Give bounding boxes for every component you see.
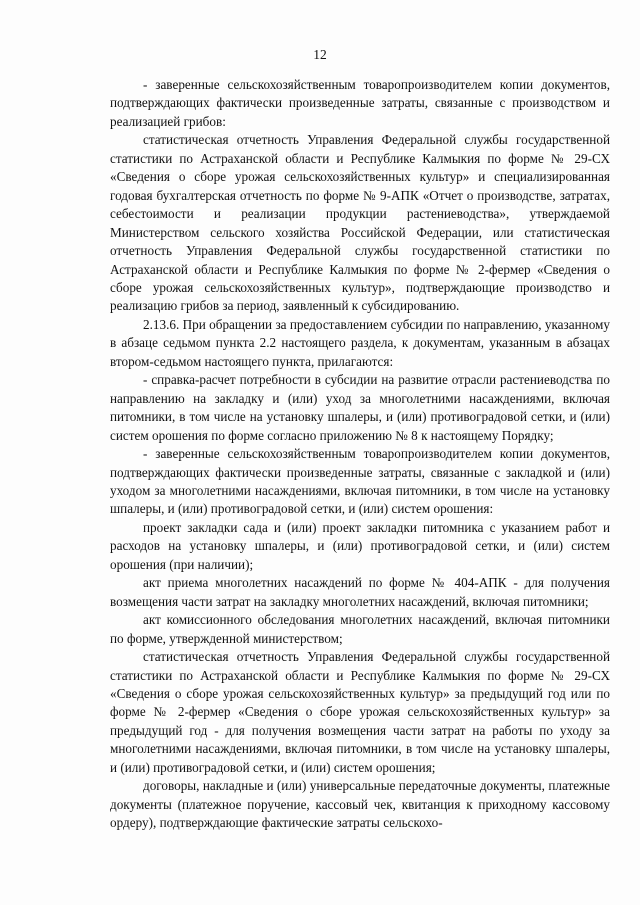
paragraph: проект закладки сада и (или) проект закладки питомника с указанием работ и расходов на установку шпалеры, и (или) противоградовой сетки, и (или) систем орошения (при наличии); [110,519,610,572]
paragraph: договоры, накладные и (или) универсальные передаточные документы, платежные документы (платежное поручение, кассовый чек, квитанция к приходному кассовому ордеру), подтверждающие фактические затраты сельскохо- [110,778,610,831]
paragraph: 2.13.6. При обращении за предоставлением субсидии по направлению, указанному в абзаце седьмом пункта 2.2 настоящего раздела, к документам, указанным в абзацах втором-седьмом настоящего пункта, прилагаются: [110,316,610,369]
paragraph: акт комиссионного обследования многолетних насаждений, включая питомники по форме, утвержденной министерством; [110,612,610,646]
paragraph: - заверенные сельскохозяйственным товаропроизводителем копии документов, подтверждающих фактически произведенные затраты, связанные с закладкой и (или) уходом за многолетними насаждениями, включая питомники, в том числе на установку шпалеры, и (или) противоградовой сетки, и (или) систем орошения: [110,446,610,517]
paragraph: статистическая отчетность Управления Федеральной службы государственной статистики по Астраханской области и Республике Калмыкия по форме № 29-СХ «Сведения о сборе урожая сельскохозяйственных культур» за предыдущий год или по форме № 2-фермер «Сведения о сборе урожая сельскохозяйственных культур» за предыдущий год - для получения возмещения части затрат на работы по уходу за многолетними насаждениями, включая питомники, в том числе на установку шпалеры, и (или) противоградовой сетки, и (или) систем орошения; [110,649,610,775]
paragraph: - заверенные сельскохозяйственным товаропроизводителем копии документов, подтверждающих фактически произведенные затраты, связанные с производством и реализацией грибов: [110,77,610,129]
page-number: 12 [313,47,327,62]
paragraph: статистическая отчетность Управления Федеральной службы государственной статистики по Астраханской области и Республике Калмыкия по форме № 29-СХ «Сведения о сборе урожая сельскохозяйственных культур» и специализированная годовая бухгалтерская отчетность по форме № 9-АПК «Отчет о производстве, затратах, себестоимости и реализации продукции растениеводства», утверждаемой Министерством сельского хозяйства Российской Федерации, или статистическая отчетность Управления Федеральной службы государственной статистики по Астраханской области и Республике Калмыкия по форме № 2-фермер «Сведения о сборе урожая сельскохозяйственных культур», подтверждающие производство и реализацию грибов за период, заявленный к субсидированию. [110,132,610,314]
paragraph: акт приема многолетних насаждений по форме № 404-АПК - для получения возмещения части затрат на закладку многолетних насаждений, включая питомники; [110,575,610,609]
document-body [110,76,610,833]
paragraph: - справка-расчет потребности в субсидии на развитие отрасли растениеводства по направлению на закладку и (или) уход за многолетними насаждениями, включая питомники, в том числе на установку шпалеры, и (или) противоградовой сетки, и (или) систем орошения по форме согласно приложению № 8 к настоящему Порядку; [110,372,610,443]
